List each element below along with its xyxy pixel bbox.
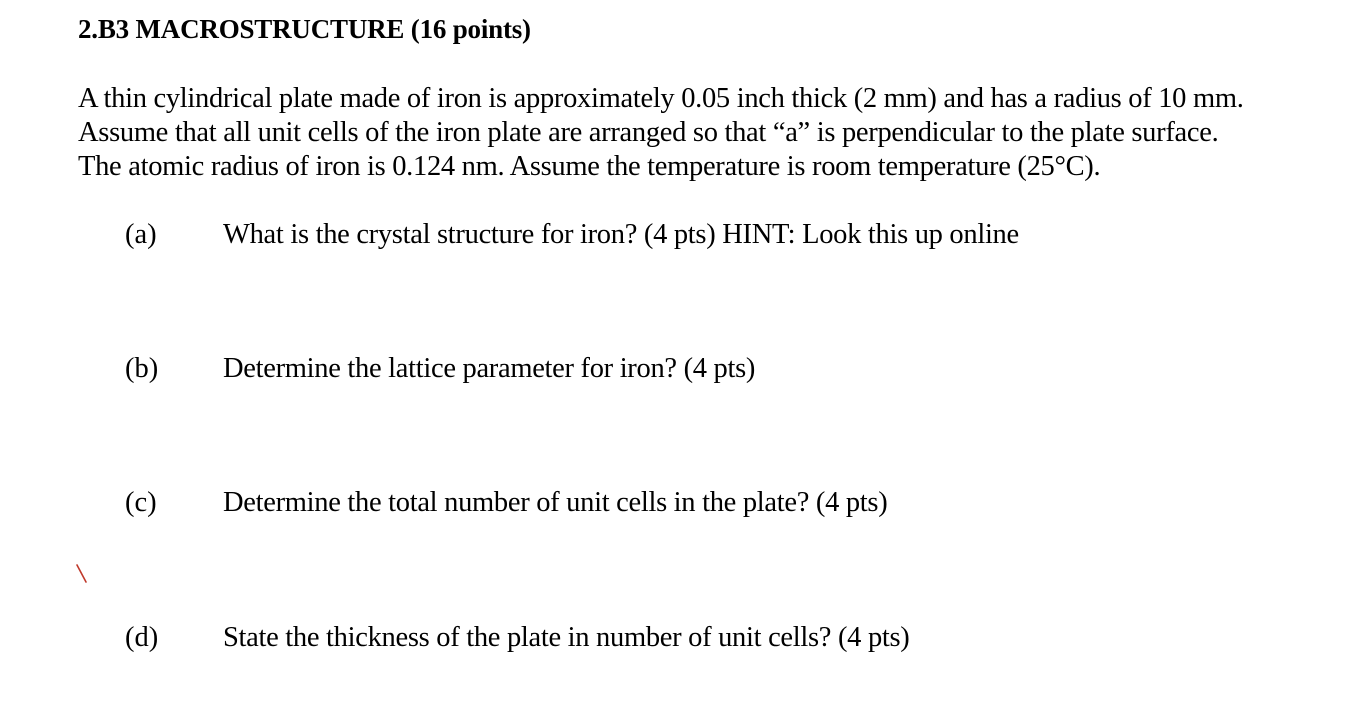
question-d-text: State the thickness of the plate in number of unit cells? (4 pts): [223, 622, 910, 653]
question-c-text: Determine the total number of unit cells in the plate? (4 pts): [223, 487, 888, 518]
problem-intro: [78, 82, 1338, 184]
question-b-label: (b): [125, 353, 159, 384]
question-d-label: (d): [125, 622, 159, 653]
stray-pen-stroke: [77, 565, 86, 582]
question-a-text: What is the crystal structure for iron? (4 pts) HINT: Look this up online: [223, 219, 1019, 250]
question-a-label: (a): [125, 219, 157, 250]
intro-line: Assume that all unit cells of the iron plate are arranged so that “a” is perpendicular to the plate surface.: [78, 117, 1219, 148]
stray-pen-mark: [74, 562, 90, 586]
intro-line: A thin cylindrical plate made of iron is approximately 0.05 inch thick (2 mm) and has a radius of 10 mm.: [78, 83, 1244, 114]
question-b-text: Determine the lattice parameter for iron? (4 pts): [223, 353, 756, 384]
problem-heading: 2.B3 MACROSTRUCTURE (16 points): [78, 14, 531, 44]
question-c-label: (c): [125, 487, 157, 518]
intro-line: The atomic radius of iron is 0.124 nm. Assume the temperature is room temperature (25°C).: [78, 151, 1101, 182]
